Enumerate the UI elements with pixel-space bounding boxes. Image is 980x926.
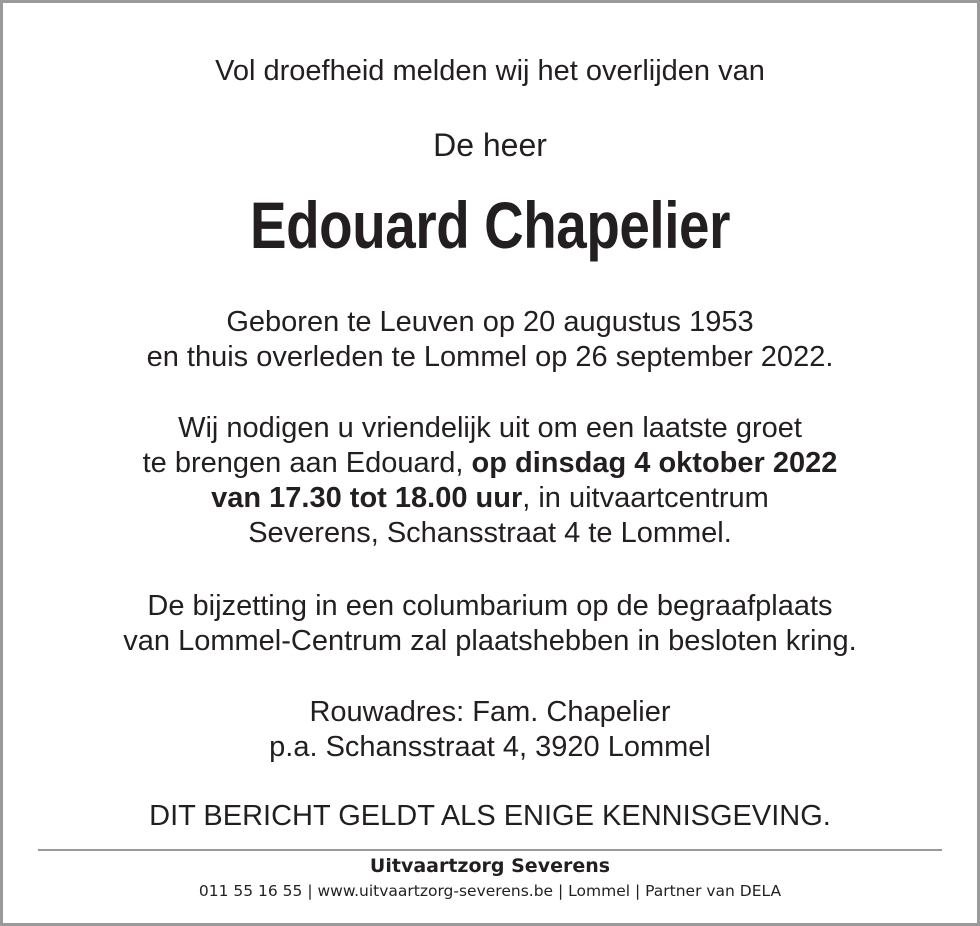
visit-time: van 17.30 tot 18.00 uur bbox=[211, 482, 523, 514]
footer-divider bbox=[38, 849, 942, 851]
closing-notice: DIT BERICHT GELDT ALS ENIGE KENNISGEVING. bbox=[149, 800, 831, 832]
visit-date: op dinsdag 4 oktober 2022 bbox=[471, 447, 838, 479]
death-line: en thuis overleden te Lommel op 26 september 2022. bbox=[146, 341, 834, 373]
deceased-name: Edouard Chapelier bbox=[250, 188, 730, 262]
burial-paragraph bbox=[3, 589, 977, 659]
birth-death-paragraph bbox=[3, 305, 977, 375]
invite-text: te brengen aan Edouard, bbox=[142, 447, 472, 479]
company-contact: 011 55 16 55 | www.uitvaartzorg-severens.be | Lommel | Partner van DELA bbox=[198, 882, 782, 900]
company-name: Uitvaartzorg Severens bbox=[369, 855, 611, 877]
burial-line-2: van Lommel-Centrum zal plaatshebben in besloten kring. bbox=[123, 625, 857, 657]
birth-line: Geboren te Leuven op 20 augustus 1953 bbox=[226, 306, 754, 338]
invite-line-4: Severens, Schansstraat 4 te Lommel. bbox=[248, 517, 732, 549]
salutation: De heer bbox=[433, 127, 547, 163]
burial-line-1: De bijzetting in een columbarium op de begraafplaats bbox=[147, 590, 833, 622]
invite-line-3 bbox=[3, 481, 977, 516]
invite-location-text: , in uitvaartcentrum bbox=[522, 482, 769, 514]
invite-line-1: Wij nodigen u vriendelijk uit om een laatste groet bbox=[178, 412, 802, 444]
address-line-1: Rouwadres: Fam. Chapelier bbox=[309, 696, 671, 728]
invite-line-2 bbox=[3, 446, 977, 481]
intro-text: Vol droefheid melden wij het overlijden van bbox=[215, 55, 765, 87]
address-line-2: p.a. Schansstraat 4, 3920 Lommel bbox=[269, 731, 711, 763]
mourning-address bbox=[3, 695, 977, 765]
invitation-paragraph bbox=[3, 411, 977, 551]
